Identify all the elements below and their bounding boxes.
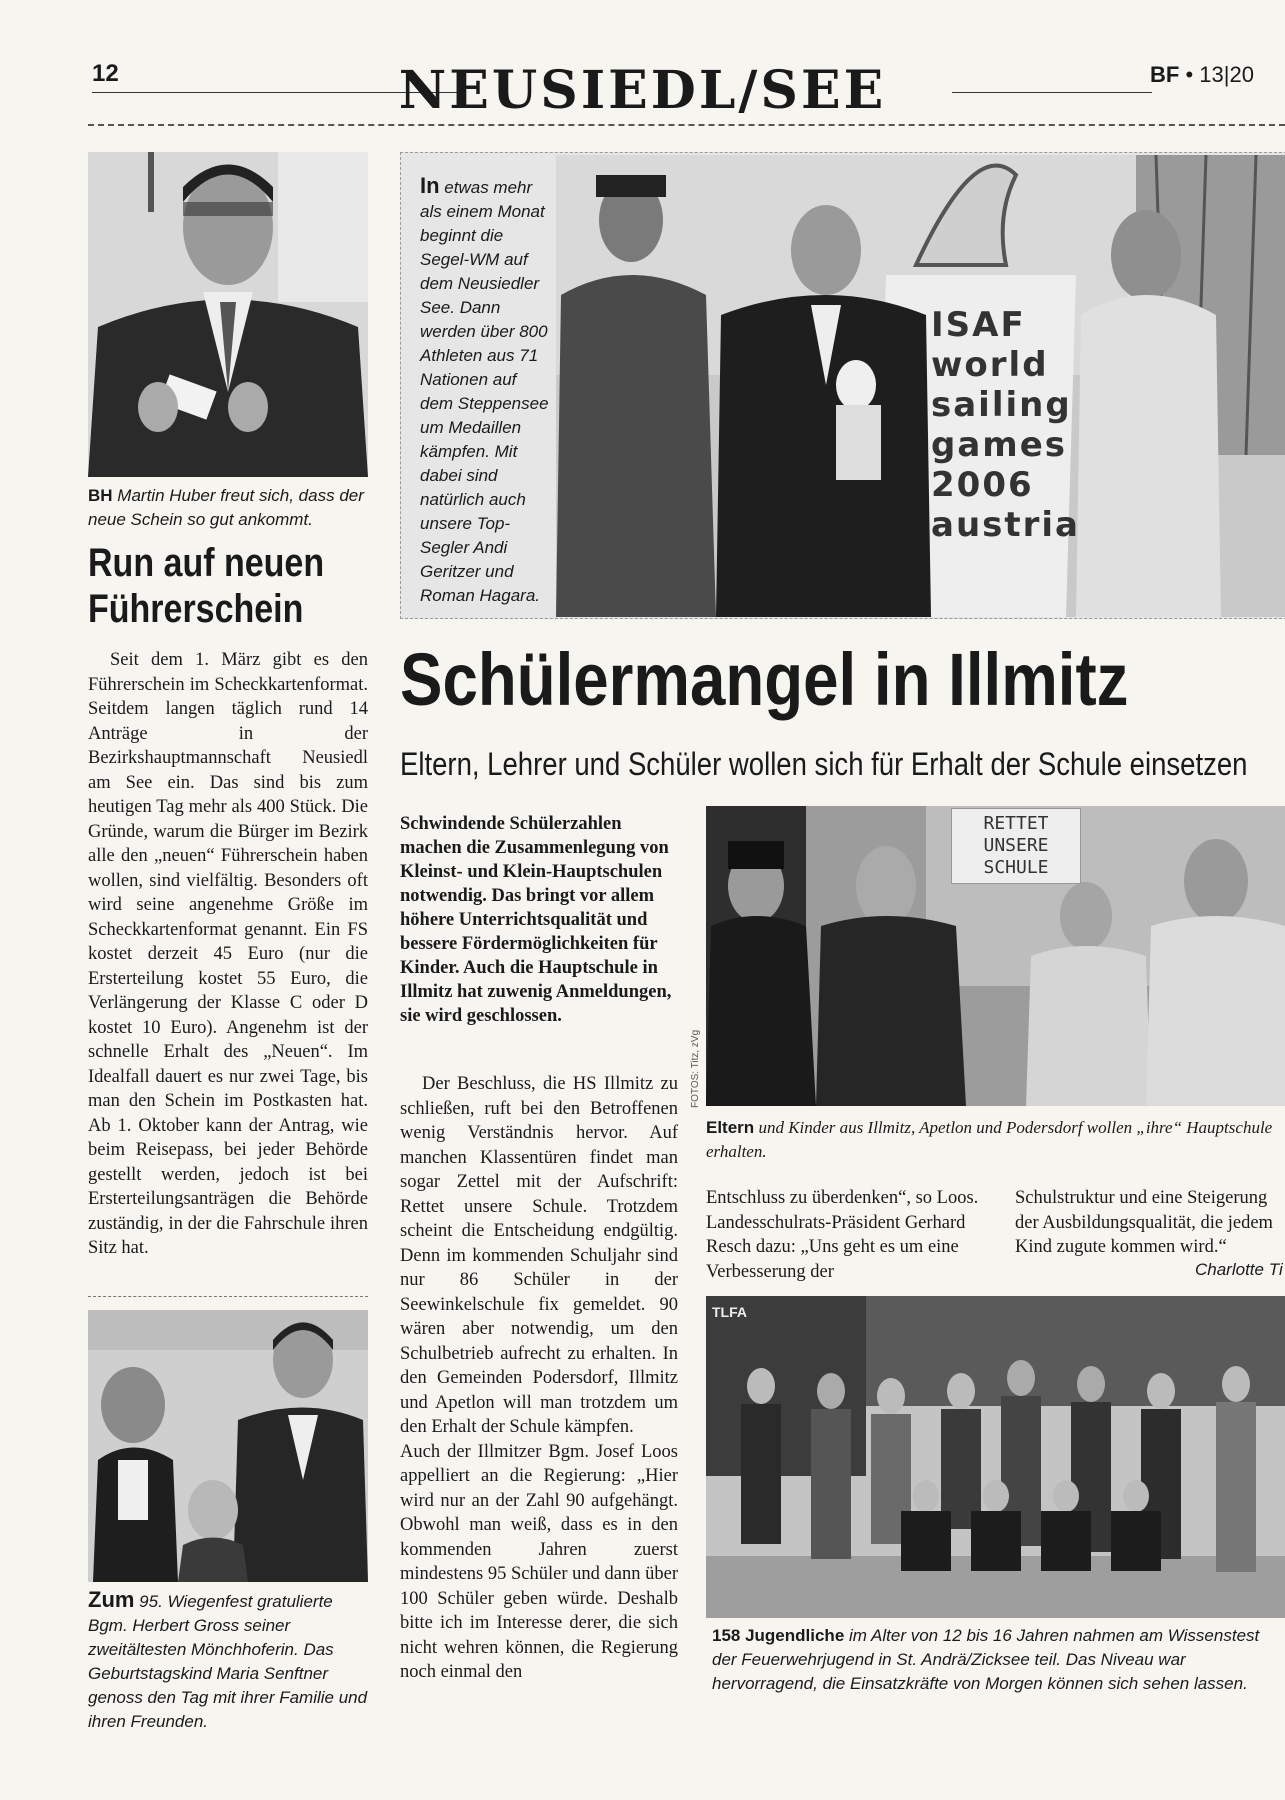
- author-byline: Charlotte Ti: [1195, 1260, 1283, 1279]
- caption-lead: In: [420, 173, 440, 198]
- paper-issue: [1150, 62, 1254, 88]
- caption-birthday: [88, 1588, 373, 1734]
- caption-text: Martin Huber freut sich, dass der neue Schein so gut ankommt.: [88, 486, 364, 529]
- main-article-continuation-2: Schulstruktur und eine Steigerung der Ausbildungsqualität, die jedem Kind zugute kommen wird.“: [1015, 1188, 1273, 1257]
- sail-line-5: 2006: [931, 465, 1034, 505]
- photo-fire-brigade-image: [706, 1296, 1285, 1618]
- article-fuehrerschein-body: Seit dem 1. März gibt es den Führerschein im Scheckkartenformat. Seitdem langen täglich rund 14 Anträge in der Bezirkshauptmannschaft Neusiedl am See ein. Das sind bis zum heutigen Tag mehr als 400 Stück. Die Gründe, warum die Bürger im Bezirk alle den „neuen“ Führerschein haben wollen, sind vielfältig. Besonders oft wird seine angenehme Größe im Scheckkartenformat genannt. Ein FS kostet derzeit 45 Euro (nur die Ersterteilung kostet 55 Euro, die Verlängerung der Klasse C oder D kostet 10 Euro). Angenehm ist der schnelle Erhalt des „Neuen“. Im Idealfall dauert es nur zwei Tage, bis man den Schein im Postkasten hat. Ab 1. Oktober kann der Antrag, wie beim Reisepass, bei jeder Behörde gestellt werden, jedoch ist bei Ersterteilungsanträgen die Behörde zuständig, in der die Fahrschule ihren Sitz hat.: [88, 650, 368, 1258]
- caption-huber: [88, 484, 373, 532]
- truck-label: TLFA: [712, 1304, 747, 1320]
- caption-text: 95. Wiegenfest gratulierte Bgm. Herbert Gross seiner zweitältesten Mönchhoferin. Das Geburtstagskind Maria Senftner genoss den Tag mit ihrer Familie und ihren Freunden.: [88, 1592, 368, 1731]
- photo-sailing-image: [556, 155, 1285, 617]
- caption-text: im Alter von 12 bis 16 Jahren nahmen am Wissenstest der Feuerwehrjugend in St. Andrä/Zicksee teil. Das Niveau war hervorragend, die Einsatzkräfte von Morgen können sich sehen lassen.: [712, 1626, 1260, 1693]
- protest-sign: RETTET UNSERE SCHULE: [951, 808, 1081, 884]
- left-column-divider: [88, 1296, 368, 1297]
- main-subheadline: Eltern, Lehrer und Schüler wollen sich für Erhalt der Schule einsetzen: [400, 746, 1248, 782]
- caption-text: etwas mehr als einem Monat beginnt die Segel-WM auf dem Neusiedler See. Dann werden über 800 Athleten aus 71 Nationen auf dem Steppensee um Medaillen kämpfen. Mit dabei sind natürlich auch unsere Top-Segler Andi Geritzer und Roman Hagara.: [420, 178, 549, 605]
- caption-protest: [706, 1116, 1285, 1164]
- photo-fire-brigade: [706, 1296, 1285, 1618]
- photo-birthday: [88, 1310, 368, 1582]
- header-rule-right: [952, 92, 1152, 93]
- caption-lead: BH: [88, 486, 113, 505]
- sail-line-3: sailing: [931, 385, 1072, 425]
- sail-line-4: games: [931, 425, 1068, 465]
- caption-lead: 158 Jugendliche: [712, 1626, 845, 1645]
- main-article-continuation-1: Entschluss zu überdenken“, so Loos. Landesschulrats-Präsident Gerhard Resch dazu: „Uns geht es um eine Verbesserung der: [706, 1188, 979, 1282]
- photo-protest: [706, 806, 1285, 1106]
- caption-lead: Zum: [88, 1587, 135, 1612]
- caption-text: und Kinder aus Illmitz, Apetlon und Podersdorf wollen „ihre“ Hauptschule erhalten.: [706, 1118, 1273, 1161]
- section-title: NEUSIEDL/SEE: [398, 60, 887, 121]
- headline-fuehrerschein: Run auf neuen Führerschein: [88, 541, 325, 631]
- main-headline: Schülermangel in Illmitz: [400, 638, 1129, 721]
- page-number: 12: [92, 60, 119, 87]
- caption-sailing: [420, 174, 552, 608]
- main-article-lead: Schwindende Schülerzahlen machen die Zusammenlegung von Kleinst- und Klein-Hauptschulen notwendig. Das bringt vor allem höhere Unterrichtsqualität und bessere Fördermöglichkeiten für Kinder. Auch die Hauptschule in Illmitz hat zuwenig Anmeldungen, sie wird geschlossen.: [400, 814, 672, 1026]
- issue-number: 13|20: [1199, 62, 1254, 87]
- sail-line-2: world: [931, 345, 1049, 385]
- sail-line-1: ISAF: [931, 305, 1026, 345]
- paper-name: BF: [1150, 62, 1180, 87]
- sail-logo: [931, 305, 1141, 545]
- separator-dot: •: [1185, 62, 1194, 87]
- header-dash-rule: [88, 124, 1285, 126]
- photo-sailing: [556, 155, 1285, 617]
- photo-birthday-image: [88, 1310, 368, 1582]
- caption-fire-brigade: [712, 1624, 1285, 1696]
- photo-credit: FOTOS: Titz, zVg: [690, 1029, 701, 1108]
- caption-lead: Eltern: [706, 1118, 755, 1137]
- main-article-body: Der Beschluss, die HS Illmitz zu schließen, ruft bei den Betroffenen wenig Verständnis hervor. Auf manchen Klassentüren findet man sogar Zettel mit der Aufschrift: Rettet unsere Schule. Trotzdem scheint die Entscheidung endgültig. Denn im kommenden Schuljahr sind nur 86 Schüler in der Seewinkelschule fix gemeldet. 90 wären aber notwendig, um den Schulbetrieb aufrecht zu erhalten. In den Gemeinden Podersdorf, Illmitz und Apetlon will man trotzdem um den Erhalt der Schule kämpfen. Auch der Illmitzer Bgm. Josef Loos appelliert an die Regierung: „Hier wird nur an der Zahl 90 aufgehängt. Obwohl man weiß, dass es in den kommenden Jahren zuerst mindestens 95 Schüler und dann über 100 Schüler geben würde. Deshalb bitte ich im Interesse derer, die sich nicht wehren können, die Regierung noch einmal den: [400, 1074, 678, 1682]
- photo-huber-image: [88, 152, 368, 477]
- photo-huber: [88, 152, 368, 477]
- sail-line-6: austria: [931, 505, 1081, 545]
